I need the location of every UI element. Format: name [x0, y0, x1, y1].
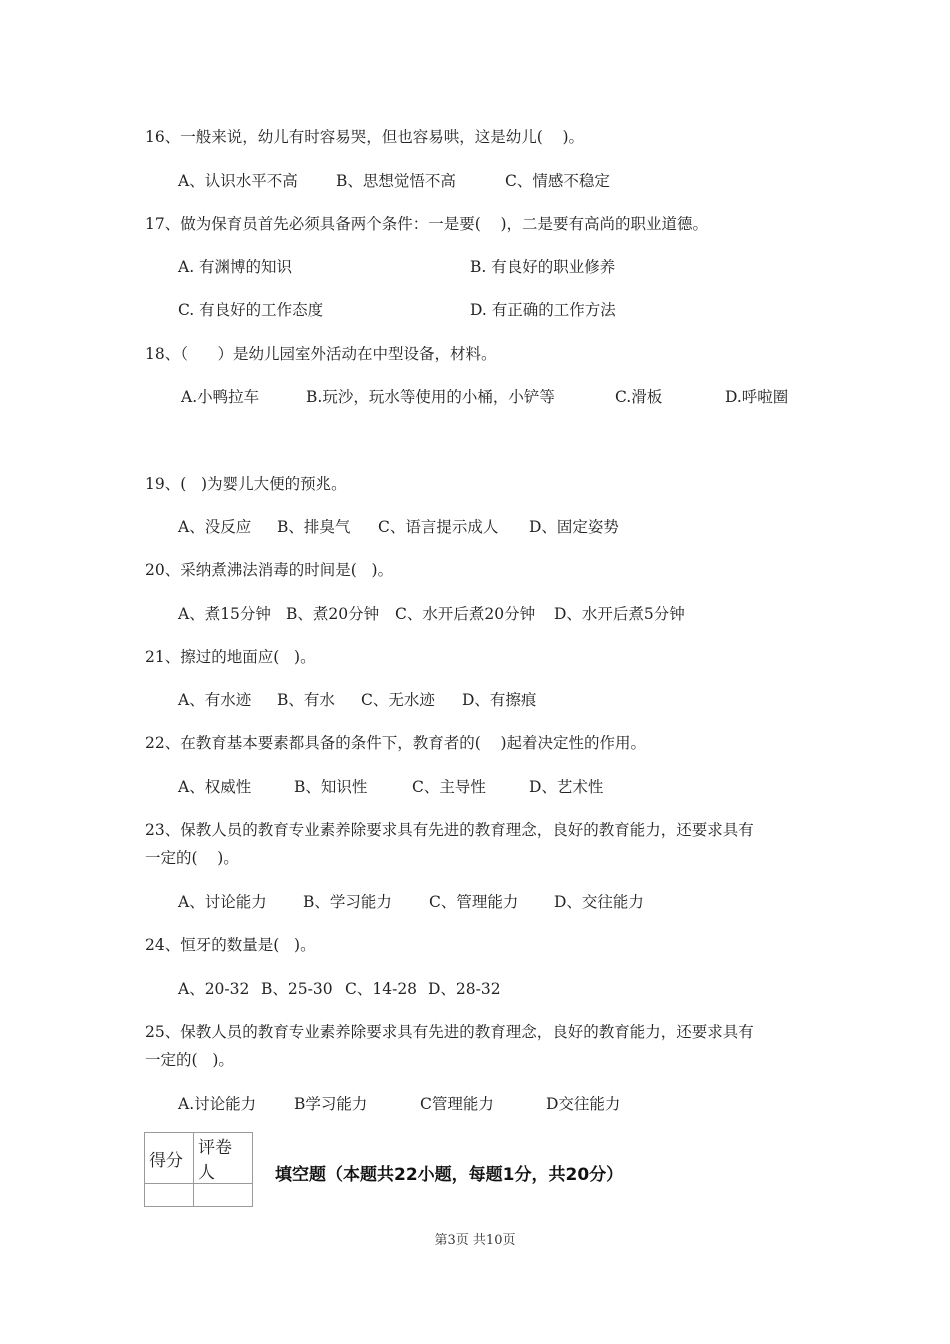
question-22-option-b: B、知识性 [294, 778, 368, 796]
question-23-option-a: A、讨论能力 [178, 893, 267, 911]
question-21-option-c: C、无水迹 [361, 691, 435, 709]
question-23-stem: 23、保教人员的教育专业素养除要求具有先进的教育理念，良好的教育能力，还要求具有 [145, 821, 754, 839]
question-16-stem: 16、一般来说，幼儿有时容易哭，但也容易哄，这是幼儿( )。 [145, 128, 585, 146]
question-16-option-c: C、情感不稳定 [505, 172, 610, 190]
question-23-option-d: D、交往能力 [554, 893, 644, 911]
question-24-option-c: C、14-28 [345, 980, 418, 998]
reviewer-label: 评卷人 [194, 1133, 253, 1184]
question-23-stem-continued: 一定的( )。 [145, 849, 239, 867]
question-24-option-a: A、20-32 [178, 980, 250, 998]
question-21-option-b: B、有水 [277, 691, 335, 709]
question-19-option-b: B、排臭气 [277, 518, 351, 536]
question-25-stem-continued: 一定的( )。 [145, 1051, 234, 1069]
question-17-option-b: B. 有良好的职业修养 [470, 258, 616, 276]
question-18-option-a: A.小鸭拉车 [181, 388, 260, 406]
question-23-option-c: C、管理能力 [429, 893, 519, 911]
question-19-option-a: A、没反应 [178, 518, 252, 536]
question-17-option-c: C. 有良好的工作态度 [178, 301, 324, 319]
question-25-stem: 25、保教人员的教育专业素养除要求具有先进的教育理念，良好的教育能力，还要求具有 [145, 1023, 754, 1041]
question-23-option-b: B、学习能力 [303, 893, 392, 911]
question-17-option-d: D. 有正确的工作方法 [470, 301, 616, 319]
score-label: 得分 [145, 1133, 194, 1184]
question-22-option-d: D、艺术性 [529, 778, 604, 796]
question-18-option-b: B.玩沙，玩水等使用的小桶，小铲等 [306, 388, 555, 406]
question-19-option-d: D、固定姿势 [529, 518, 619, 536]
question-25-option-b: B学习能力 [294, 1095, 368, 1113]
question-16-option-b: B、思想觉悟不高 [336, 172, 456, 190]
section-title: 填空题（本题共22小题，每题1分，共20分） [275, 1165, 624, 1185]
question-16-option-a: A、认识水平不高 [178, 172, 298, 190]
question-18-option-d: D.呼啦圈 [725, 388, 789, 406]
question-25-option-c: C管理能力 [420, 1095, 494, 1113]
question-20-option-a: A、煮15分钟 [178, 605, 271, 623]
question-20-option-c: C、水开后煮20分钟 [395, 605, 536, 623]
reviewer-cell [194, 1184, 253, 1207]
question-19-option-c: C、语言提示成人 [378, 518, 499, 536]
question-21-stem: 21、擦过的地面应( )。 [145, 648, 316, 666]
score-box [144, 1132, 253, 1207]
question-17-option-a: A. 有渊博的知识 [178, 258, 293, 276]
question-25-option-d: D交往能力 [546, 1095, 621, 1113]
question-20-option-b: B、煮20分钟 [286, 605, 380, 623]
question-25-option-a: A.讨论能力 [178, 1095, 257, 1113]
question-24-stem: 24、恒牙的数量是( )。 [145, 936, 316, 954]
question-21-option-a: A、有水迹 [178, 691, 252, 709]
question-22-option-a: A、权威性 [178, 778, 252, 796]
question-22-option-c: C、主导性 [412, 778, 486, 796]
question-24-option-b: B、25-30 [261, 980, 333, 998]
question-18-stem: 18、（ ）是幼儿园室外活动在中型设备，材料。 [145, 345, 497, 363]
question-20-option-d: D、水开后煮5分钟 [554, 605, 685, 623]
question-17-stem: 17、做为保育员首先必须具备两个条件：一是要( )，二是要有高尚的职业道德。 [145, 215, 709, 233]
page-footer: 第3页 共10页 [434, 1233, 516, 1248]
question-18-option-c: C.滑板 [615, 388, 663, 406]
score-cell [145, 1184, 194, 1207]
question-19-stem: 19、( )为婴儿大便的预兆。 [145, 475, 347, 493]
question-20-stem: 20、采纳煮沸法消毒的时间是( )。 [145, 561, 394, 579]
question-24-option-d: D、28-32 [428, 980, 501, 998]
question-22-stem: 22、在教育基本要素都具备的条件下，教育者的( )起着决定性的作用。 [145, 734, 647, 752]
question-21-option-d: D、有擦痕 [462, 691, 537, 709]
